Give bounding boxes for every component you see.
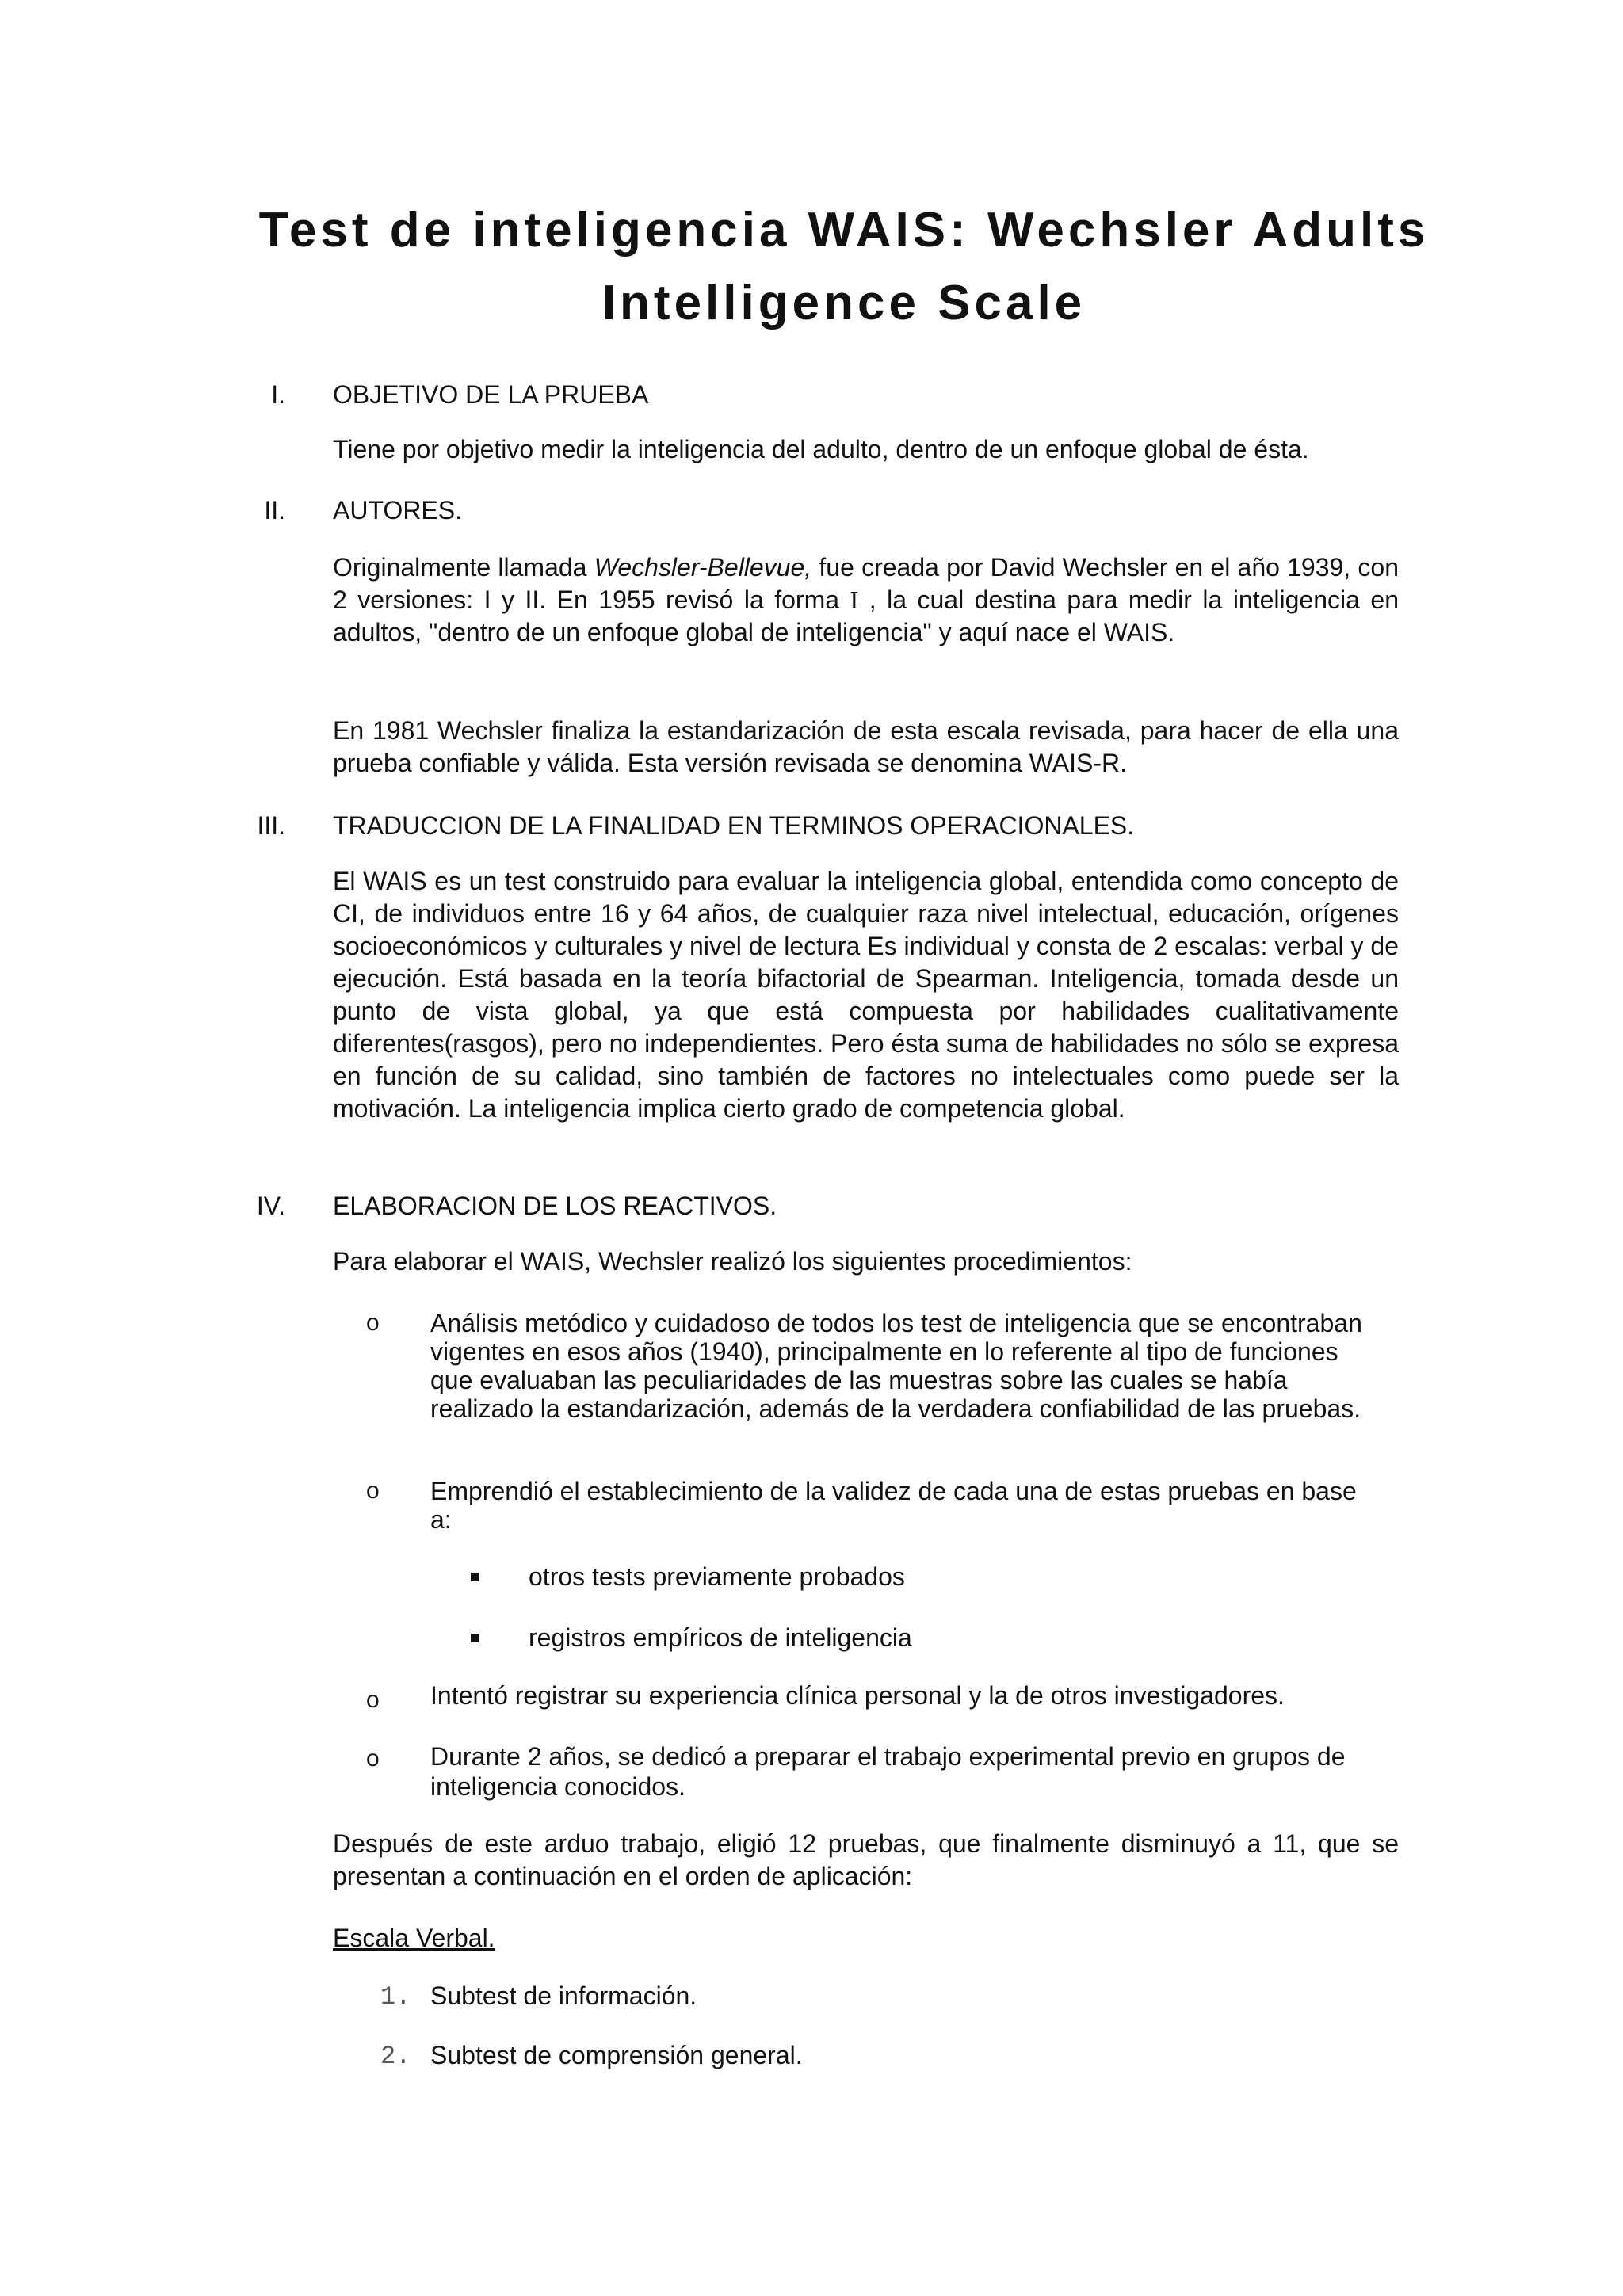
section-1-numeral: I. — [271, 380, 285, 409]
section-2-p1-serif: I — [850, 585, 859, 614]
bullet-marker: o — [366, 1687, 380, 1713]
bullet-item: Análisis metódico y cuidadoso de todos los test de inteligencia que se encontraban vigentes en esos años (1940), principalmente en lo referente al tipo de funciones que evaluaban las peculiaridades de las muestras sobre las cuales se había realizado la estandarización, además de la verdadera confiabilidad de las pruebas. — [430, 1309, 1362, 1423]
sub-bullet-item: registros empíricos de inteligencia — [529, 1623, 912, 1652]
bullet-marker: o — [366, 1478, 380, 1504]
numbered-item-marker: 1. — [380, 1982, 411, 2012]
section-2-paragraph-1 — [333, 551, 1399, 649]
section-3-numeral: III. — [257, 811, 285, 840]
section-4-numeral: IV. — [256, 1192, 285, 1220]
section-2-p1-text-b: fue creada por David Wechsler en el año 1939, con 2 versiones: I y II. En 1955 revisó la forma — [333, 553, 1400, 614]
section-4-closing: Después de este arduo trabajo, eligió 12 pruebas, que finalmente disminuyó a 11, que se presentan a continuación en el orden de aplicación: — [333, 1829, 1399, 1890]
numbered-item-marker: 2. — [380, 2042, 411, 2071]
square-bullet-icon — [471, 1573, 479, 1581]
section-3-heading: TRADUCCION DE LA FINALIDAD EN TERMINOS OPERACIONALES. — [333, 811, 1135, 840]
numbered-item: Subtest de información. — [430, 1981, 697, 2010]
bullet-marker: o — [366, 1745, 380, 1772]
bullet-item: Durante 2 años, se dedicó a preparar el trabajo experimental previo en grupos de inteligencia conocidos. — [430, 1742, 1346, 1801]
section-1-body: Tiene por objetivo medir la inteligencia del adulto, dentro de un enfoque global de ésta. — [333, 435, 1309, 463]
section-2-p1-text-c: , la cual destina para medir la inteligencia en adultos, "dentro de un enfoque global de inteligencia" y aquí nace el WAIS. — [333, 585, 1400, 646]
numbered-item: Subtest de comprensión general. — [430, 2041, 803, 2069]
square-bullet-icon — [471, 1634, 479, 1642]
section-2-p1-italic: Wechsler-Bellevue, — [594, 553, 812, 582]
document-title: Test de inteligencia WAIS: Wechsler Adults Intelligence Scale — [258, 203, 1430, 330]
bullet-item: Emprendió el establecimiento de la validez de cada una de estas pruebas en base a: — [430, 1477, 1357, 1534]
section-2-heading: AUTORES. — [333, 496, 462, 524]
section-4-heading: ELABORACION DE LOS REACTIVOS. — [333, 1192, 777, 1220]
section-4-intro: Para elaborar el WAIS, Wechsler realizó los siguientes procedimientos: — [333, 1247, 1132, 1276]
section-3-body: El WAIS es un test construido para evaluar la inteligencia global, entendida como concepto de CI, de individuos entre 16 y 64 años, de cualquier raza nivel intelectual, educación, orígenes socioeconómicos y culturales y nivel de lectura Es individual y consta de 2 escalas: verbal y de ejecución. Está basada en la teoría bifactorial de Spearman. Inteligencia, tomada desde un punto de vista global, ya que está compuesta por habilidades cualitativamente diferentes(rasgos), pero no independientes. Pero ésta suma de habilidades no sólo se expresa en función de su calidad, sino también de factores no intelectuales como puede ser la motivación. La inteligencia implica cierto grado de competencia global. — [333, 867, 1399, 1123]
section-2-paragraph-2: En 1981 Wechsler finaliza la estandarización de esta escala revisada, para hacer de ella una prueba confiable y válida. Esta versión revisada se denomina WAIS-R. — [333, 716, 1399, 777]
bullet-marker: o — [366, 1310, 380, 1336]
section-1-heading: OBJETIVO DE LA PRUEBA — [333, 380, 649, 409]
verbal-scale-heading: Escala Verbal. — [333, 1924, 495, 1952]
section-2-numeral: II. — [264, 496, 285, 524]
sub-bullet-item: otros tests previamente probados — [529, 1562, 905, 1591]
bullet-item: Intentó registrar su experiencia clínica personal y la de otros investigadores. — [430, 1681, 1285, 1710]
section-2-p1-text-a: Originalmente llamada — [333, 553, 594, 582]
